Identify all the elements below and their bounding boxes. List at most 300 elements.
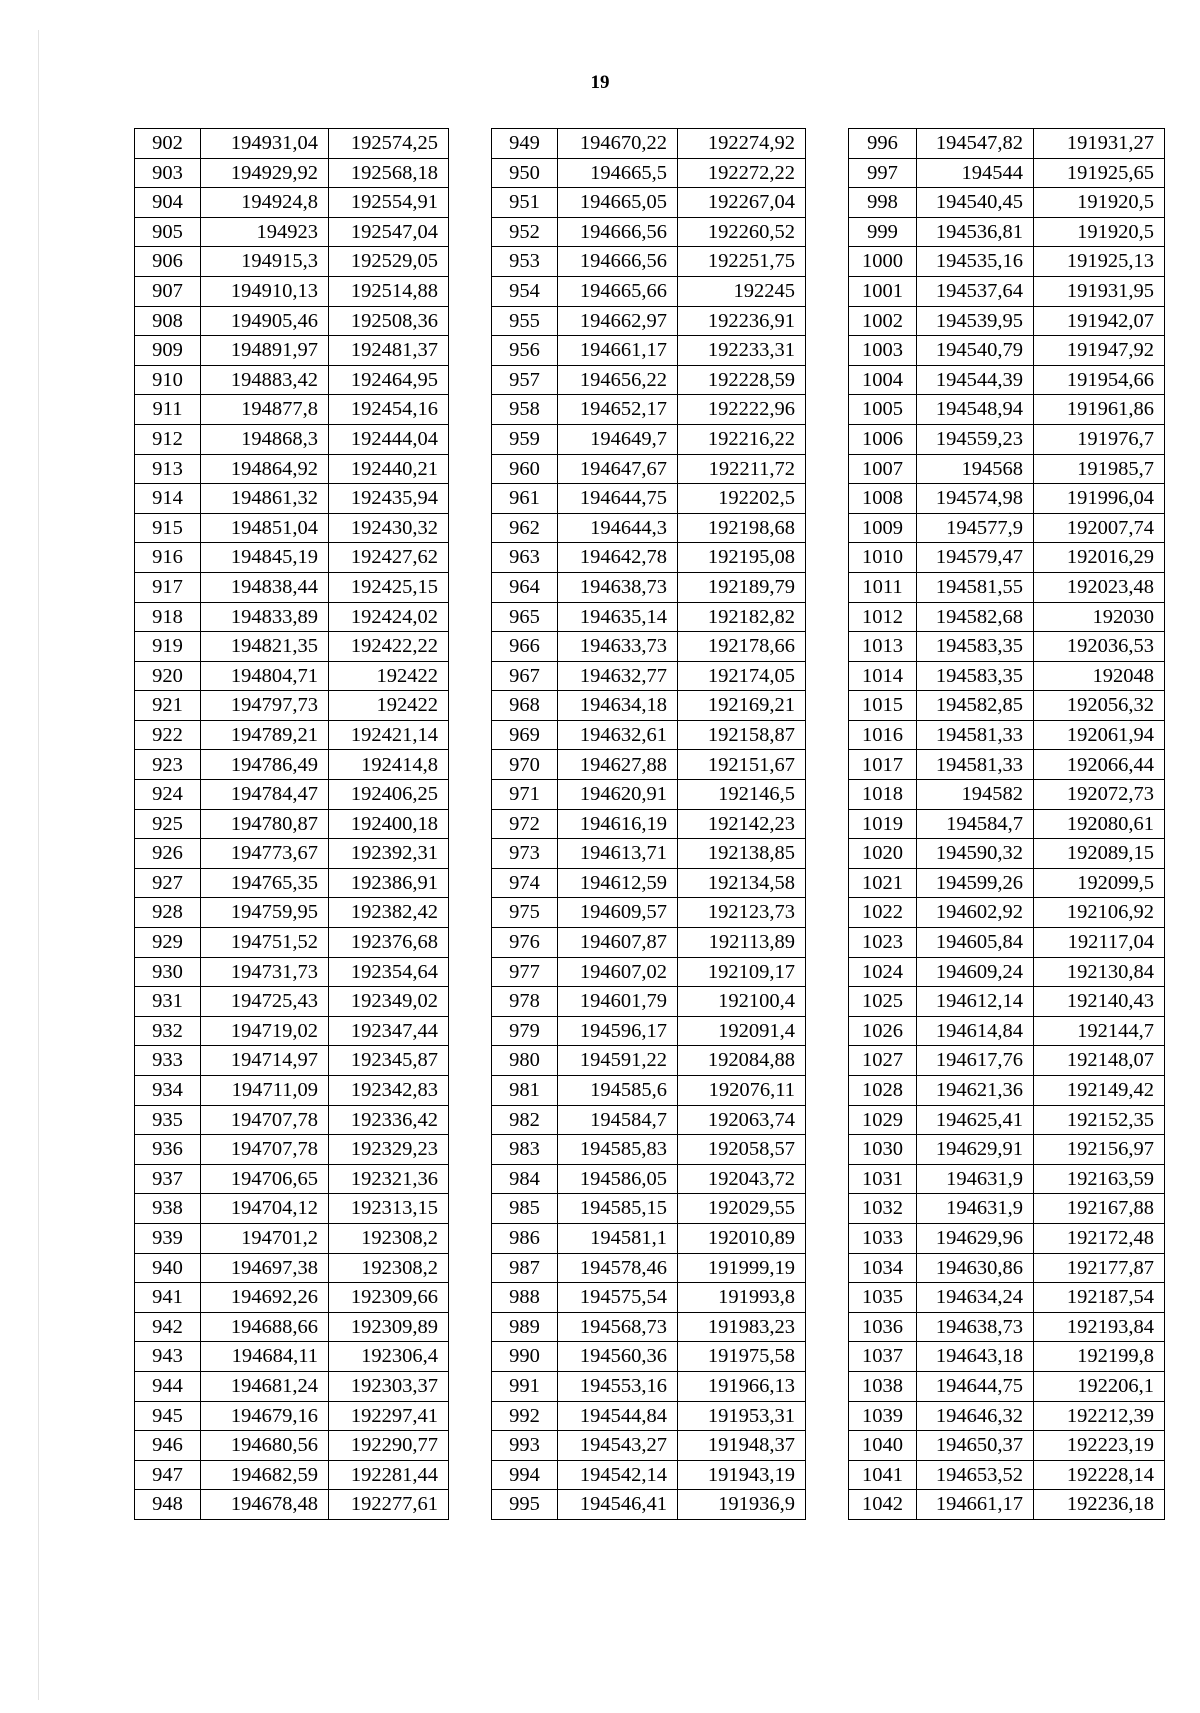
x-coordinate-cell: 194575,54 [558,1283,678,1313]
point-number-cell: 933 [135,1046,201,1076]
table-row [849,1253,1165,1283]
table-row [492,839,806,869]
table-row [492,1223,806,1253]
table-row [135,1105,449,1135]
y-coordinate-cell: 191925,65 [1034,158,1165,188]
point-number-cell: 1007 [849,454,917,484]
x-coordinate-cell: 194586,05 [558,1164,678,1194]
x-coordinate-cell: 194577,9 [917,513,1034,543]
table-row [135,661,449,691]
y-coordinate-cell: 192236,18 [1034,1490,1165,1520]
y-coordinate-cell: 192425,15 [329,572,449,602]
point-number-cell: 1031 [849,1164,917,1194]
x-coordinate-cell: 194665,5 [558,158,678,188]
table-row [849,1135,1165,1165]
point-number-cell: 939 [135,1223,201,1253]
point-number-cell: 903 [135,158,201,188]
point-number-cell: 959 [492,424,558,454]
table-row [492,868,806,898]
point-number-cell: 921 [135,691,201,721]
x-coordinate-cell: 194661,17 [917,1490,1034,1520]
point-number-cell: 985 [492,1194,558,1224]
x-coordinate-cell: 194804,71 [201,661,329,691]
y-coordinate-cell: 192048 [1034,661,1165,691]
x-coordinate-cell: 194605,84 [917,928,1034,958]
table-row [849,217,1165,247]
point-number-cell: 982 [492,1105,558,1135]
table-row [492,1105,806,1135]
y-coordinate-cell: 192414,8 [329,750,449,780]
table-row [135,1490,449,1520]
point-number-cell: 991 [492,1371,558,1401]
y-coordinate-cell: 192336,42 [329,1105,449,1135]
table-row [135,454,449,484]
y-coordinate-cell: 192440,21 [329,454,449,484]
x-coordinate-cell: 194585,6 [558,1076,678,1106]
table-row [135,632,449,662]
x-coordinate-cell: 194609,24 [917,957,1034,987]
y-coordinate-cell: 192329,23 [329,1135,449,1165]
table-row [849,1223,1165,1253]
table-row [492,336,806,366]
table-row [492,987,806,1017]
y-coordinate-cell: 192182,82 [678,602,806,632]
point-number-cell: 999 [849,217,917,247]
y-coordinate-cell: 192206,1 [1034,1371,1165,1401]
y-coordinate-cell: 192187,54 [1034,1283,1165,1313]
y-coordinate-cell: 191948,37 [678,1431,806,1461]
point-number-cell: 972 [492,809,558,839]
table-row [135,276,449,306]
point-number-cell: 1008 [849,484,917,514]
point-number-cell: 1000 [849,247,917,277]
point-number-cell: 1015 [849,691,917,721]
point-number-cell: 905 [135,217,201,247]
y-coordinate-cell: 192347,44 [329,1016,449,1046]
x-coordinate-cell: 194583,35 [917,632,1034,662]
x-coordinate-cell: 194581,33 [917,720,1034,750]
y-coordinate-cell: 191961,86 [1034,395,1165,425]
x-coordinate-cell: 194607,87 [558,928,678,958]
x-coordinate-cell: 194704,12 [201,1194,329,1224]
y-coordinate-cell: 192303,37 [329,1371,449,1401]
x-coordinate-cell: 194688,66 [201,1312,329,1342]
point-number-cell: 995 [492,1490,558,1520]
point-number-cell: 1010 [849,543,917,573]
x-coordinate-cell: 194666,56 [558,247,678,277]
x-coordinate-cell: 194638,73 [917,1312,1034,1342]
x-coordinate-cell: 194635,14 [558,602,678,632]
x-coordinate-cell: 194821,35 [201,632,329,662]
point-number-cell: 1018 [849,780,917,810]
y-coordinate-cell: 192029,55 [678,1194,806,1224]
table-row [849,158,1165,188]
x-coordinate-cell: 194634,18 [558,691,678,721]
point-number-cell: 958 [492,395,558,425]
point-number-cell: 965 [492,602,558,632]
x-coordinate-cell: 194649,7 [558,424,678,454]
x-coordinate-cell: 194665,66 [558,276,678,306]
point-number-cell: 961 [492,484,558,514]
table-row [849,1046,1165,1076]
table-row [135,188,449,218]
x-coordinate-cell: 194616,19 [558,809,678,839]
table-row [492,158,806,188]
y-coordinate-cell: 192406,25 [329,780,449,810]
table-row [492,484,806,514]
y-coordinate-cell: 192195,08 [678,543,806,573]
x-coordinate-cell: 194706,65 [201,1164,329,1194]
table-row [849,1194,1165,1224]
point-number-cell: 970 [492,750,558,780]
point-number-cell: 922 [135,720,201,750]
x-coordinate-cell: 194601,79 [558,987,678,1017]
x-coordinate-cell: 194546,41 [558,1490,678,1520]
point-number-cell: 973 [492,839,558,869]
point-number-cell: 977 [492,957,558,987]
y-coordinate-cell: 191920,5 [1034,188,1165,218]
point-number-cell: 915 [135,513,201,543]
y-coordinate-cell: 192156,97 [1034,1135,1165,1165]
y-coordinate-cell: 192251,75 [678,247,806,277]
table-row [492,1046,806,1076]
point-number-cell: 960 [492,454,558,484]
point-number-cell: 1041 [849,1460,917,1490]
x-coordinate-cell: 194868,3 [201,424,329,454]
table-row [135,129,449,159]
point-number-cell: 934 [135,1076,201,1106]
y-coordinate-cell: 192030 [1034,602,1165,632]
x-coordinate-cell: 194845,19 [201,543,329,573]
y-coordinate-cell: 192354,64 [329,957,449,987]
point-number-cell: 1020 [849,839,917,869]
table-row [135,1164,449,1194]
x-coordinate-cell: 194780,87 [201,809,329,839]
table-row [492,1194,806,1224]
x-coordinate-cell: 194537,64 [917,276,1034,306]
x-coordinate-cell: 194647,67 [558,454,678,484]
point-number-cell: 937 [135,1164,201,1194]
x-coordinate-cell: 194584,7 [917,809,1034,839]
y-coordinate-cell: 192508,36 [329,306,449,336]
y-coordinate-cell: 192113,89 [678,928,806,958]
x-coordinate-cell: 194632,77 [558,661,678,691]
point-number-cell: 926 [135,839,201,869]
y-coordinate-cell: 192010,89 [678,1223,806,1253]
y-coordinate-cell: 192376,68 [329,928,449,958]
table-row [135,1431,449,1461]
x-coordinate-cell: 194725,43 [201,987,329,1017]
table-row [849,957,1165,987]
y-coordinate-cell: 192198,68 [678,513,806,543]
x-coordinate-cell: 194701,2 [201,1223,329,1253]
y-coordinate-cell: 192274,92 [678,129,806,159]
x-coordinate-cell: 194773,67 [201,839,329,869]
point-number-cell: 1024 [849,957,917,987]
x-coordinate-cell: 194585,83 [558,1135,678,1165]
x-coordinate-cell: 194864,92 [201,454,329,484]
coordinates-table-2 [491,128,806,1520]
page-margin-line [38,30,39,1700]
x-coordinate-cell: 194642,78 [558,543,678,573]
y-coordinate-cell: 192427,62 [329,543,449,573]
point-number-cell: 1003 [849,336,917,366]
point-number-cell: 1009 [849,513,917,543]
point-number-cell: 979 [492,1016,558,1046]
y-coordinate-cell: 192430,32 [329,513,449,543]
x-coordinate-cell: 194697,38 [201,1253,329,1283]
table-row [135,1371,449,1401]
table-row [492,928,806,958]
y-coordinate-cell: 192308,2 [329,1253,449,1283]
point-number-cell: 928 [135,898,201,928]
point-number-cell: 952 [492,217,558,247]
y-coordinate-cell: 192163,59 [1034,1164,1165,1194]
coordinates-table-1 [134,128,449,1520]
x-coordinate-cell: 194536,81 [917,217,1034,247]
point-number-cell: 936 [135,1135,201,1165]
point-number-cell: 910 [135,365,201,395]
y-coordinate-cell: 192123,73 [678,898,806,928]
x-coordinate-cell: 194535,16 [917,247,1034,277]
y-coordinate-cell: 192023,48 [1034,572,1165,602]
x-coordinate-cell: 194833,89 [201,602,329,632]
table-row [849,1371,1165,1401]
point-number-cell: 1032 [849,1194,917,1224]
y-coordinate-cell: 192144,7 [1034,1016,1165,1046]
point-number-cell: 1040 [849,1431,917,1461]
table-row [849,424,1165,454]
x-coordinate-cell: 194653,52 [917,1460,1034,1490]
table-row [492,395,806,425]
y-coordinate-cell: 192193,84 [1034,1312,1165,1342]
y-coordinate-cell: 192392,31 [329,839,449,869]
x-coordinate-cell: 194582,68 [917,602,1034,632]
x-coordinate-cell: 194883,42 [201,365,329,395]
table-row [135,987,449,1017]
x-coordinate-cell: 194679,16 [201,1401,329,1431]
page-number: 19 [590,72,610,93]
point-number-cell: 941 [135,1283,201,1313]
x-coordinate-cell: 194599,26 [917,868,1034,898]
y-coordinate-cell: 192134,58 [678,868,806,898]
point-number-cell: 954 [492,276,558,306]
table-row [492,424,806,454]
y-coordinate-cell: 192321,36 [329,1164,449,1194]
point-number-cell: 1036 [849,1312,917,1342]
point-number-cell: 980 [492,1046,558,1076]
y-coordinate-cell: 192290,77 [329,1431,449,1461]
y-coordinate-cell: 192106,92 [1034,898,1165,928]
table-row [492,1401,806,1431]
point-number-cell: 997 [849,158,917,188]
point-number-cell: 943 [135,1342,201,1372]
table-row [492,661,806,691]
x-coordinate-cell: 194707,78 [201,1105,329,1135]
point-number-cell: 948 [135,1490,201,1520]
table-row [135,602,449,632]
table-row [492,750,806,780]
point-number-cell: 993 [492,1431,558,1461]
x-coordinate-cell: 194581,55 [917,572,1034,602]
x-coordinate-cell: 194621,36 [917,1076,1034,1106]
y-coordinate-cell: 192309,66 [329,1283,449,1313]
y-coordinate-cell: 192091,4 [678,1016,806,1046]
point-number-cell: 1016 [849,720,917,750]
point-number-cell: 996 [849,129,917,159]
y-coordinate-cell: 192099,5 [1034,868,1165,898]
table-row [135,513,449,543]
table-row [849,129,1165,159]
y-coordinate-cell: 192272,22 [678,158,806,188]
point-number-cell: 913 [135,454,201,484]
x-coordinate-cell: 194910,13 [201,276,329,306]
point-number-cell: 1025 [849,987,917,1017]
table-row [492,632,806,662]
coordinates-table-3 [848,128,1165,1520]
y-coordinate-cell: 191966,13 [678,1371,806,1401]
table-row [135,1046,449,1076]
y-coordinate-cell: 192076,11 [678,1076,806,1106]
table-row [492,720,806,750]
point-number-cell: 978 [492,987,558,1017]
y-coordinate-cell: 191925,13 [1034,247,1165,277]
point-number-cell: 916 [135,543,201,573]
table-row [135,1076,449,1106]
y-coordinate-cell: 192260,52 [678,217,806,247]
y-coordinate-cell: 192216,22 [678,424,806,454]
table-row [135,691,449,721]
table-row [135,1283,449,1313]
y-coordinate-cell: 192211,72 [678,454,806,484]
table-row [849,336,1165,366]
table-row [135,809,449,839]
table-row [492,898,806,928]
y-coordinate-cell: 192267,04 [678,188,806,218]
x-coordinate-cell: 194539,95 [917,306,1034,336]
x-coordinate-cell: 194544,84 [558,1401,678,1431]
x-coordinate-cell: 194632,61 [558,720,678,750]
x-coordinate-cell: 194644,75 [917,1371,1034,1401]
table-row [492,188,806,218]
table-row [492,365,806,395]
table-row [492,543,806,573]
table-row [492,276,806,306]
point-number-cell: 990 [492,1342,558,1372]
x-coordinate-cell: 194684,11 [201,1342,329,1372]
x-coordinate-cell: 194548,94 [917,395,1034,425]
y-coordinate-cell: 191943,19 [678,1460,806,1490]
y-coordinate-cell: 192228,59 [678,365,806,395]
point-number-cell: 992 [492,1401,558,1431]
x-coordinate-cell: 194547,82 [917,129,1034,159]
y-coordinate-cell: 191983,23 [678,1312,806,1342]
y-coordinate-cell: 191954,66 [1034,365,1165,395]
point-number-cell: 935 [135,1105,201,1135]
x-coordinate-cell: 194666,56 [558,217,678,247]
table-row [849,1342,1165,1372]
table-row [849,1164,1165,1194]
point-number-cell: 1011 [849,572,917,602]
x-coordinate-cell: 194542,14 [558,1460,678,1490]
y-coordinate-cell: 192043,72 [678,1164,806,1194]
x-coordinate-cell: 194678,48 [201,1490,329,1520]
point-number-cell: 942 [135,1312,201,1342]
x-coordinate-cell: 194682,59 [201,1460,329,1490]
table-row [492,1460,806,1490]
point-number-cell: 920 [135,661,201,691]
x-coordinate-cell: 194543,27 [558,1431,678,1461]
y-coordinate-cell: 192228,14 [1034,1460,1165,1490]
point-number-cell: 1002 [849,306,917,336]
x-coordinate-cell: 194707,78 [201,1135,329,1165]
table-row [492,1076,806,1106]
point-number-cell: 1042 [849,1490,917,1520]
table-row [849,602,1165,632]
table-row [492,1135,806,1165]
table-row [849,809,1165,839]
x-coordinate-cell: 194877,8 [201,395,329,425]
table-row [492,1164,806,1194]
x-coordinate-cell: 194891,97 [201,336,329,366]
point-number-cell: 1013 [849,632,917,662]
point-number-cell: 1026 [849,1016,917,1046]
x-coordinate-cell: 194620,91 [558,780,678,810]
y-coordinate-cell: 191985,7 [1034,454,1165,484]
table-row [135,1194,449,1224]
point-number-cell: 1033 [849,1223,917,1253]
point-number-cell: 976 [492,928,558,958]
y-coordinate-cell: 192177,87 [1034,1253,1165,1283]
table-row [492,1490,806,1520]
x-coordinate-cell: 194692,26 [201,1283,329,1313]
y-coordinate-cell: 192080,61 [1034,809,1165,839]
table-row [135,306,449,336]
y-coordinate-cell: 192236,91 [678,306,806,336]
y-coordinate-cell: 192061,94 [1034,720,1165,750]
y-coordinate-cell: 192158,87 [678,720,806,750]
y-coordinate-cell: 192313,15 [329,1194,449,1224]
point-number-cell: 1004 [849,365,917,395]
x-coordinate-cell: 194786,49 [201,750,329,780]
x-coordinate-cell: 194602,92 [917,898,1034,928]
table-row [849,247,1165,277]
table-row [492,780,806,810]
x-coordinate-cell: 194731,73 [201,957,329,987]
y-coordinate-cell: 192058,57 [678,1135,806,1165]
y-coordinate-cell: 192167,88 [1034,1194,1165,1224]
y-coordinate-cell: 192421,14 [329,720,449,750]
point-number-cell: 930 [135,957,201,987]
x-coordinate-cell: 194931,04 [201,129,329,159]
point-number-cell: 932 [135,1016,201,1046]
point-number-cell: 946 [135,1431,201,1461]
y-coordinate-cell: 192016,29 [1034,543,1165,573]
x-coordinate-cell: 194630,86 [917,1253,1034,1283]
y-coordinate-cell: 192281,44 [329,1460,449,1490]
table-row [135,395,449,425]
table-row [849,306,1165,336]
y-coordinate-cell: 192349,02 [329,987,449,1017]
y-coordinate-cell: 192277,61 [329,1490,449,1520]
y-coordinate-cell: 192149,42 [1034,1076,1165,1106]
x-coordinate-cell: 194560,36 [558,1342,678,1372]
table-row [849,780,1165,810]
y-coordinate-cell: 192481,37 [329,336,449,366]
x-coordinate-cell: 194596,17 [558,1016,678,1046]
x-coordinate-cell: 194629,91 [917,1135,1034,1165]
point-number-cell: 911 [135,395,201,425]
